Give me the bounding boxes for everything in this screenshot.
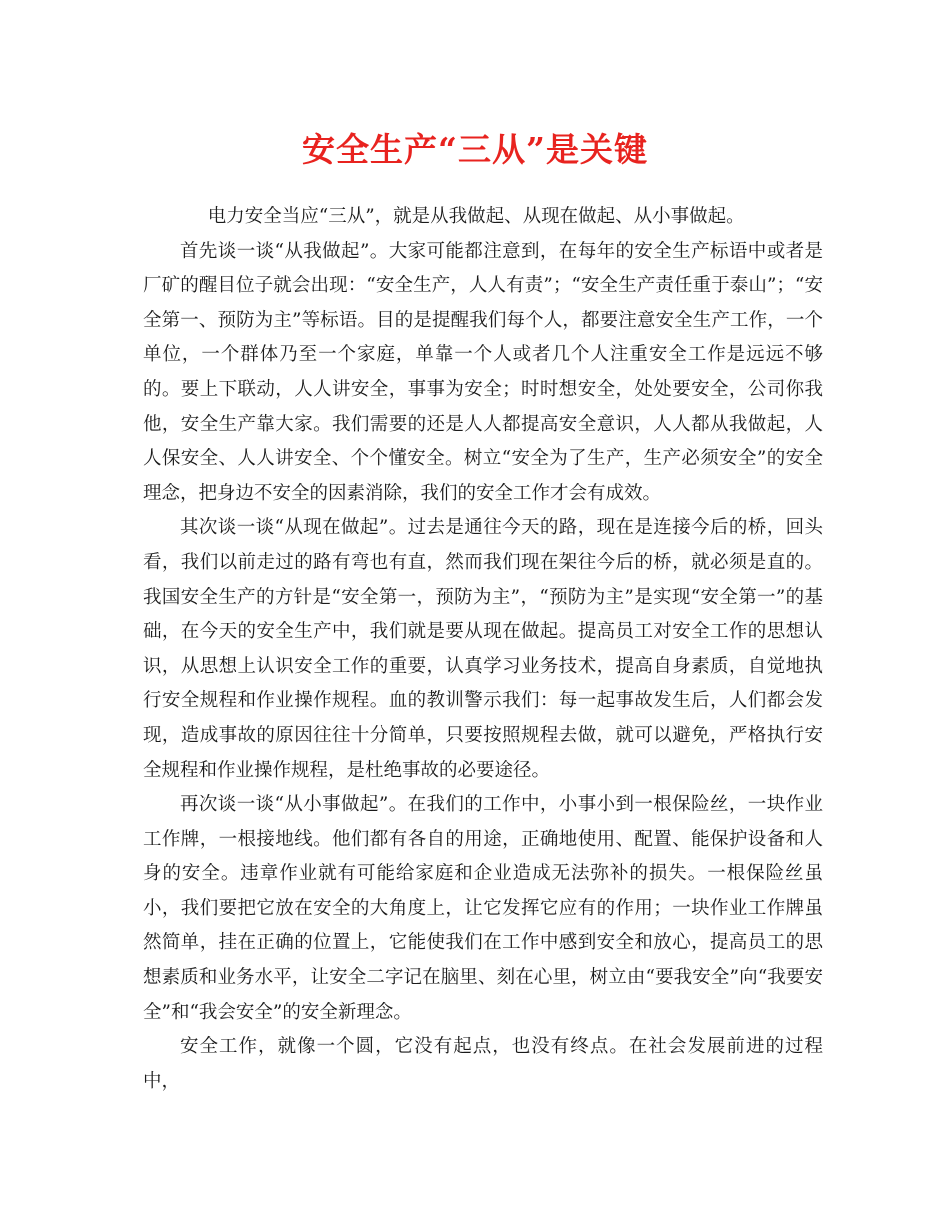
document-title: 安全生产“三从”是关键 bbox=[302, 130, 648, 169]
paragraph-intro: 电力安全当应“三从”，就是从我做起、从现在做起、从小事做起。 bbox=[207, 206, 745, 227]
document-body bbox=[143, 200, 823, 1099]
paragraph-start-small: 再次谈一谈“从小事做起”。在我们的工作中，小事小到一根保险丝，一块作业工作牌，一根接地线。他们都有各自的用途，正确地使用、配置、能保护设备和人身的安全。违章作业就有可能给家庭和企业造成无法弥补的损失。一根保险丝虽小，我们要把它放在安全的大角度上，让它发挥它应有的作用；一块作业工作牌虽然简单，挂在正确的位置上，它能使我们在工作中感到安全和放心，提高员工的思想素质和业务水平，让安全二字记在脑里、刻在心里，树立由“要我安全”向“我要安全”和“我会安全”的安全新理念。 bbox=[143, 794, 823, 1023]
paragraph-start-now: 其次谈一谈“从现在做起”。过去是通往今天的路，现在是连接今后的桥，回头看，我们以前走过的路有弯也有直，然而我们现在架往今后的桥，就必须是直的。我国安全生产的方针是“安全第一，预防为主”，“预防为主”是实现“安全第一”的基础，在今天的安全生产中，我们就是要从现在做起。提高员工对安全工作的思想认识，从思想上认识安全工作的重要，认真学习业务技术，提高自身素质，自觉地执行安全规程和作业操作规程。血的教训警示我们：每一起事故发生后，人们都会发现，造成事故的原因往往十分简单，只要按照规程去做，就可以避免，严格执行安全规程和作业操作规程，是杜绝事故的必要途径。 bbox=[143, 517, 823, 781]
paragraph-start-with-me: 首先谈一谈“从我做起”。大家可能都注意到，在每年的安全生产标语中或者是厂矿的醒目位子就会出现：“安全生产，人人有责”；“安全生产责任重于泰山”；“安全第一、预防为主”等标语。目的是提醒我们每个人，都要注意安全生产工作，一个单位，一个群体乃至一个家庭，单靠一个人或者几个人注重安全工作是远远不够的。要上下联动，人人讲安全，事事为安全；时时想安全，处处要安全，公司你我他，安全生产靠大家。我们需要的还是人人都提高安全意识，人人都从我做起，人人保安全、人人讲安全、个个懂安全。树立“安全为了生产，生产必须安全”的安全理念，把身边不安全的因素消除，我们的安全工作才会有成效。 bbox=[143, 240, 823, 504]
paragraph-safety-circle: 安全工作，就像一个圆，它没有起点，也没有终点。在社会发展前进的过程中， bbox=[143, 1036, 823, 1092]
